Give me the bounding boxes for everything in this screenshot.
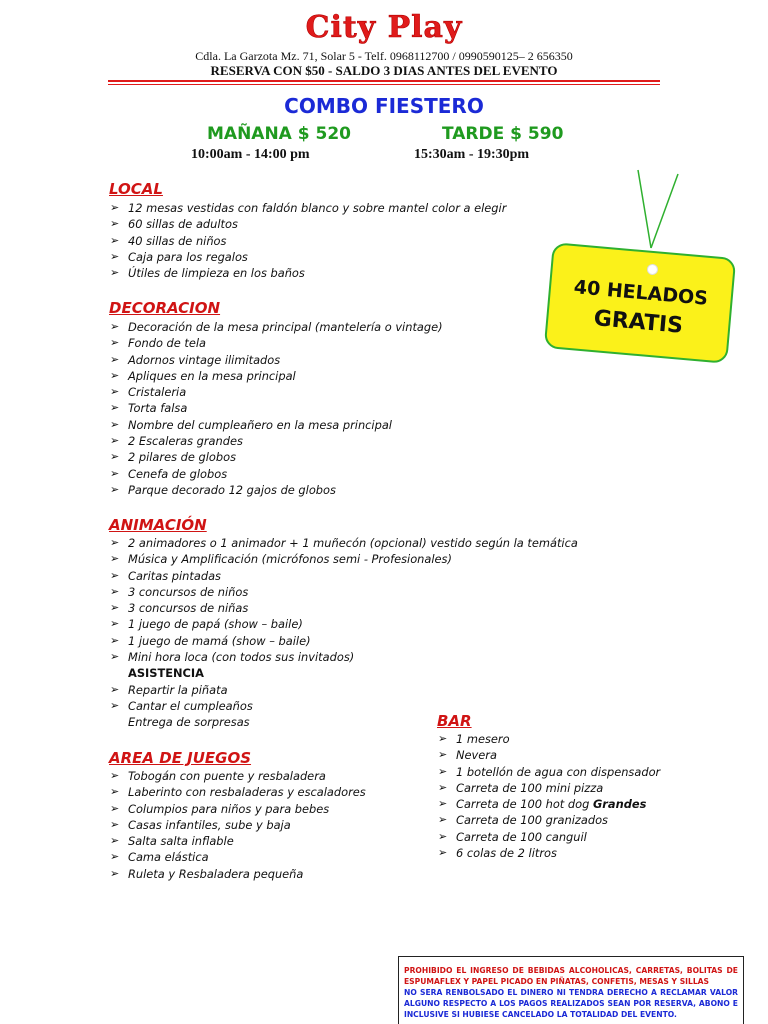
arrow-bullet-icon: ➢: [110, 617, 120, 631]
list-local: [110, 200, 506, 281]
arrow-bullet-icon: ➢: [110, 336, 120, 350]
list-item: ➢ Carreta de 100 hot dog Grandes: [438, 797, 647, 812]
arrow-bullet-icon: ➢: [438, 780, 448, 794]
notice-prohibited: PROHIBIDO EL INGRESO DE BEBIDAS ALCOHOLICAS, CARRETAS, BOLITAS DE ESPUMAFLEX Y PAPEL PICADO EN PIÑATAS, CONFETIS, MESAS Y SILLAS: [404, 966, 738, 986]
list-item: ➢ 40 sillas de niños: [110, 233, 227, 248]
section-title-decoracion: DECORACION: [109, 299, 221, 317]
list-area-juegos: [110, 768, 366, 882]
list-item: ➢ Apliques en la mesa principal: [110, 368, 296, 383]
section-title-bar: BAR: [437, 712, 472, 730]
address-line: Cdla. La Garzota Mz. 71, Solar 5 - Telf. 0968112700 / 0990590125– 2 656350: [195, 49, 573, 63]
section-title-local: LOCAL: [109, 180, 163, 198]
asistencia-label: ASISTENCIA: [128, 666, 204, 681]
arrow-bullet-icon: ➢: [110, 368, 120, 382]
list-item: ➢ Nevera: [438, 748, 497, 763]
arrow-bullet-icon: ➢: [110, 850, 120, 864]
brand-title: City Play: [305, 10, 463, 45]
arrow-bullet-icon: ➢: [110, 682, 120, 696]
list-item: ➢ Útiles de limpieza en los baños: [110, 266, 305, 281]
list-item: ➢ Carreta de 100 mini pizza: [438, 780, 604, 795]
list-item: ➢ Repartir la piñata: [110, 682, 228, 697]
list-item: ➢ Caja para los regalos: [110, 249, 248, 264]
list-item: ➢ Nombre del cumpleañero en la mesa principal: [110, 417, 392, 432]
combo-title: COMBO FIESTERO: [284, 94, 484, 118]
arrow-bullet-icon: ➢: [110, 785, 120, 799]
arrow-bullet-icon: ➢: [110, 601, 120, 615]
arrow-bullet-icon: ➢: [110, 817, 120, 831]
morning-hours: 10:00am - 14:00 pm: [191, 147, 310, 162]
list-item: ➢ Fondo de tela: [110, 336, 207, 351]
arrow-bullet-icon: ➢: [110, 266, 120, 280]
list-item: ➢ 1 mesero: [438, 732, 510, 746]
badge-line-2: GRATIS: [592, 306, 684, 339]
list-item: ➢ Cenefa de globos: [110, 466, 228, 481]
afternoon-hours: 15:30am - 19:30pm: [414, 147, 530, 162]
list-item: ➢ 2 pilares de globos: [110, 450, 237, 465]
afternoon-price: TARDE $ 590: [442, 124, 564, 144]
arrow-bullet-icon: ➢: [110, 249, 120, 263]
list-item: ➢ Ruleta y Resbaladera pequeña: [110, 866, 304, 881]
list-item: Entrega de sorpresas: [128, 715, 250, 730]
list-item: ➢ 12 mesas vestidas con faldón blanco y sobre mantel color a elegir: [110, 201, 507, 215]
list-item: ➢ Cama elástica: [110, 850, 209, 865]
list-item: ➢ 1 juego de papá (show – baile): [110, 617, 303, 632]
list-item: ➢ Música y Amplificación (micrófonos semi - Profesionales): [110, 552, 452, 567]
list-item: ➢ 1 botellón de agua con dispensador: [438, 764, 661, 779]
arrow-bullet-icon: ➢: [438, 764, 448, 778]
list-item: ➢ 1 juego de mamá (show – baile): [110, 633, 311, 648]
arrow-bullet-icon: ➢: [110, 482, 120, 496]
list-item: ➢ Salta salta inflable: [110, 834, 234, 849]
arrow-bullet-icon: ➢: [110, 401, 120, 415]
arrow-bullet-icon: ➢: [110, 450, 120, 464]
list-item: ➢ Decoración de la mesa principal (mantelería o vintage): [110, 320, 443, 334]
arrow-bullet-icon: ➢: [110, 769, 120, 782]
arrow-bullet-icon: ➢: [110, 584, 120, 598]
list-item: ➢ Columpios para niños y para bebes: [110, 801, 330, 816]
header-divider-thin: [108, 84, 660, 85]
list-item: ➢ Carreta de 100 canguil: [438, 829, 587, 844]
arrow-bullet-icon: ➢: [110, 698, 120, 712]
arrow-bullet-icon: ➢: [438, 846, 448, 860]
free-ice-cream-badge: [544, 242, 737, 364]
arrow-bullet-icon: ➢: [110, 801, 120, 815]
notice-refund: NO SERA RENBOLSADO EL DINERO NI TENDRA DERECHO A RECLAMAR VALOR ALGUNO RESPECTO A LOS PAGOS REALIZADOS SEAN POR RESERVA, ABONO E INCLUSIVE SI HUBIESE CANCELADO LA TOTALIDAD DEL EVENTO.: [404, 988, 738, 1019]
arrow-bullet-icon: ➢: [110, 320, 120, 333]
notice-box: [398, 956, 744, 1024]
arrow-bullet-icon: ➢: [110, 650, 120, 664]
list-item: ➢ Parque decorado 12 gajos de globos: [110, 482, 336, 497]
list-item: ➢ 3 concursos de niñas: [110, 601, 249, 616]
list-item: ➢ Carreta de 100 granizados: [438, 813, 608, 828]
list-item: ➢ Torta falsa: [110, 401, 188, 416]
arrow-bullet-icon: ➢: [438, 797, 448, 811]
arrow-bullet-icon: ➢: [110, 536, 120, 549]
list-item: ➢ Caritas pintadas: [110, 568, 221, 583]
arrow-bullet-icon: ➢: [110, 552, 120, 566]
badge-hole: [647, 264, 659, 276]
arrow-bullet-icon: ➢: [110, 201, 120, 214]
arrow-bullet-icon: ➢: [110, 834, 120, 848]
arrow-bullet-icon: ➢: [438, 813, 448, 827]
arrow-bullet-icon: ➢: [110, 417, 120, 431]
arrow-bullet-icon: ➢: [110, 466, 120, 480]
list-item: ➢ 2 Escaleras grandes: [110, 434, 243, 449]
list-decoracion: [110, 319, 443, 498]
arrow-bullet-icon: ➢: [110, 385, 120, 399]
list-item: ➢ Laberinto con resbaladeras y escaladores: [110, 785, 366, 800]
list-item: ➢ Cantar el cumpleaños: [110, 698, 253, 713]
badge-line-1: 40 HELADOS: [572, 276, 709, 310]
list-item: ➢ Adornos vintage ilimitados: [110, 352, 281, 367]
arrow-bullet-icon: ➢: [110, 568, 120, 582]
arrow-bullet-icon: ➢: [110, 434, 120, 448]
list-item: ➢ Tobogán con puente y resbaladera: [110, 769, 326, 783]
section-title-animacion: ANIMACIÓN: [109, 516, 207, 534]
list-item: ➢ Casas infantiles, sube y baja: [110, 817, 291, 832]
arrow-bullet-icon: ➢: [438, 732, 448, 745]
list-item: ➢ Mini hora loca (con todos sus invitados): [110, 650, 355, 665]
list-item: ➢ 3 concursos de niños: [110, 584, 249, 599]
arrow-bullet-icon: ➢: [110, 233, 120, 247]
list-item: ➢ 6 colas de 2 litros: [438, 846, 557, 861]
arrow-bullet-icon: ➢: [438, 748, 448, 762]
reservation-line: RESERVA CON $50 - SALDO 3 DIAS ANTES DEL EVENTO: [210, 63, 558, 78]
arrow-bullet-icon: ➢: [110, 866, 120, 880]
section-title-area-juegos: AREA DE JUEGOS: [109, 749, 252, 767]
arrow-bullet-icon: ➢: [110, 352, 120, 366]
list-subheading: [110, 665, 578, 681]
list-item: ➢ Cristaleria: [110, 385, 187, 400]
arrow-bullet-icon: ➢: [110, 633, 120, 647]
morning-price: MAÑANA $ 520: [207, 124, 351, 144]
list-item: ➢ 60 sillas de adultos: [110, 217, 238, 232]
list-bar: [438, 731, 660, 861]
bold-grandes: Grandes: [592, 797, 647, 812]
list-item: ➢ 2 animadores o 1 animador + 1 muñecón (opcional) vestido según la temática: [110, 536, 578, 550]
header-divider: [108, 80, 660, 82]
arrow-bullet-icon: ➢: [438, 829, 448, 843]
arrow-bullet-icon: ➢: [110, 217, 120, 231]
list-animacion: [110, 535, 578, 731]
